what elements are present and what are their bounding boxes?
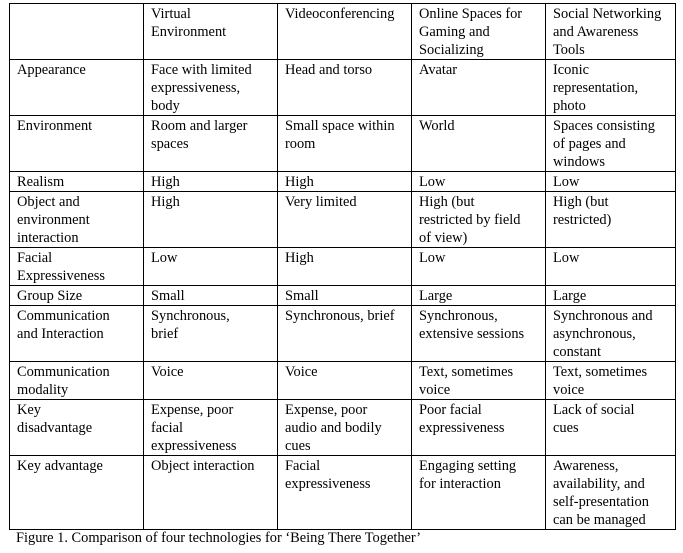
table-row <box>10 60 676 116</box>
table-row <box>10 286 676 306</box>
table-cell: Low <box>412 248 546 286</box>
comparison-table <box>9 3 676 530</box>
table-row <box>10 248 676 286</box>
table-cell: Synchronous and asynchronous, constant <box>546 306 676 362</box>
header-cell: Social Networking and Awareness Tools <box>546 4 676 60</box>
table-cell: High <box>278 172 412 192</box>
table-row <box>10 400 676 456</box>
table-cell: High <box>144 172 278 192</box>
row-label: Key advantage <box>10 456 144 530</box>
table-cell: High <box>144 192 278 248</box>
row-label: Communication modality <box>10 362 144 400</box>
row-label: Key disadvantage <box>10 400 144 456</box>
table-cell: Large <box>546 286 676 306</box>
table-cell: Low <box>546 172 676 192</box>
table-cell: Head and torso <box>278 60 412 116</box>
header-cell: Virtual Environment <box>144 4 278 60</box>
table-cell: Small <box>278 286 412 306</box>
header-cell: Videoconferencing <box>278 4 412 60</box>
table-cell: Synchronous, brief <box>144 306 278 362</box>
table-cell: Very limited <box>278 192 412 248</box>
table-cell: Low <box>144 248 278 286</box>
table-cell: Poor facial expressiveness <box>412 400 546 456</box>
table-cell: Expense, poor audio and bodily cues <box>278 400 412 456</box>
table-header-row <box>10 4 676 60</box>
row-label: Appearance <box>10 60 144 116</box>
table-row <box>10 172 676 192</box>
table-cell: Low <box>546 248 676 286</box>
table-cell: Text, sometimes voice <box>546 362 676 400</box>
header-cell: Online Spaces for Gaming and Socializing <box>412 4 546 60</box>
table-cell: Face with limited expressiveness, body <box>144 60 278 116</box>
table-cell: Small <box>144 286 278 306</box>
row-label: Group Size <box>10 286 144 306</box>
figure-caption: Figure 1. Comparison of four technologies for ‘Being There Together’ <box>16 530 422 546</box>
table-cell: Voice <box>144 362 278 400</box>
table-cell: Text, sometimes voice <box>412 362 546 400</box>
table-cell: High (but restricted) <box>546 192 676 248</box>
table-cell: High <box>278 248 412 286</box>
table-cell: Spaces consisting of pages and windows <box>546 116 676 172</box>
table-cell: Synchronous, extensive sessions <box>412 306 546 362</box>
header-cell <box>10 4 144 60</box>
table-cell: Object interaction <box>144 456 278 530</box>
table-cell: Lack of social cues <box>546 400 676 456</box>
table-cell: High (but restricted by field of view) <box>412 192 546 248</box>
row-label: Object and environment interaction <box>10 192 144 248</box>
table-cell: Engaging setting for interaction <box>412 456 546 530</box>
table-cell: World <box>412 116 546 172</box>
table-cell: Small space within room <box>278 116 412 172</box>
table-row <box>10 116 676 172</box>
table-row <box>10 306 676 362</box>
table-cell: Room and larger spaces <box>144 116 278 172</box>
table-row <box>10 192 676 248</box>
table-cell: Awareness, availability, and self-presentation can be managed <box>546 456 676 530</box>
table-cell: Avatar <box>412 60 546 116</box>
table-cell: Voice <box>278 362 412 400</box>
table-row <box>10 456 676 530</box>
row-label: Communication and Interaction <box>10 306 144 362</box>
table-cell: Facial expressiveness <box>278 456 412 530</box>
table-cell: Iconic representation, photo <box>546 60 676 116</box>
table-cell: Low <box>412 172 546 192</box>
row-label: Realism <box>10 172 144 192</box>
table-cell: Synchronous, brief <box>278 306 412 362</box>
table-row <box>10 362 676 400</box>
row-label: Environment <box>10 116 144 172</box>
table-cell: Expense, poor facial expressiveness <box>144 400 278 456</box>
row-label: Facial Expressiveness <box>10 248 144 286</box>
table-cell: Large <box>412 286 546 306</box>
